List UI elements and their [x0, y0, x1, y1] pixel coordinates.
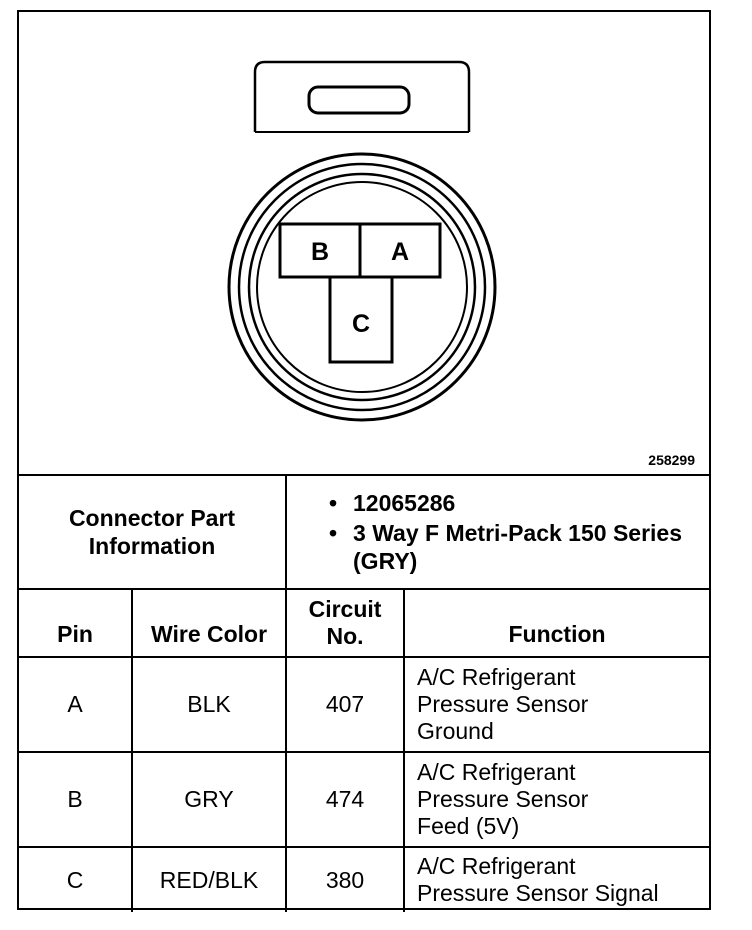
header-circuit: [286, 589, 404, 657]
connector-face-drawing: [19, 12, 709, 474]
latch-housing: [255, 62, 469, 132]
table-row: [19, 752, 709, 847]
header-pin: Pin: [19, 589, 132, 657]
wire-color-cell: RED/BLK: [132, 847, 286, 912]
pin-cell: C: [19, 847, 132, 912]
connector-description: • 3 Way F Metri-Pack 150 Series (GRY): [329, 519, 709, 575]
part-info-row: [19, 476, 709, 589]
function-cell: [404, 847, 709, 912]
pin-label-a: A: [390, 238, 410, 266]
pin-label-b: B: [310, 238, 330, 266]
part-info-label-line1: Connector Part: [68, 505, 236, 531]
header-function: Function: [404, 589, 709, 657]
function-line: Pressure Sensor: [417, 786, 589, 812]
table-row: [19, 657, 709, 752]
connector-sheet: [17, 10, 711, 910]
part-info-label: [19, 476, 286, 589]
connector-table: [19, 476, 709, 912]
latch-tab: [309, 87, 409, 113]
function-line: Pressure Sensor: [417, 691, 589, 717]
function-line: Pressure Sensor Signal: [417, 880, 659, 906]
part-info-values: [286, 476, 709, 589]
function-cell: [404, 752, 709, 847]
header-row: [19, 589, 709, 657]
part-info-list: [329, 489, 709, 575]
part-info-label-line2: Information: [88, 533, 216, 559]
circuit-cell: 380: [286, 847, 404, 912]
header-wire-color: Wire Color: [132, 589, 286, 657]
header-circuit-line2: No.: [326, 623, 364, 649]
figure-id: 258299: [648, 452, 695, 468]
function-cell: [404, 657, 709, 752]
table-row: [19, 847, 709, 912]
pin-cell: A: [19, 657, 132, 752]
function-line: A/C Refrigerant: [417, 664, 576, 690]
connector-diagram: [19, 12, 709, 476]
header-circuit-line1: Circuit: [308, 596, 382, 622]
pin-label-c: C: [351, 310, 371, 338]
function-line: Ground: [417, 718, 494, 744]
function-line: Feed (5V): [417, 813, 520, 839]
circuit-cell: 474: [286, 752, 404, 847]
part-number: • 12065286: [329, 489, 709, 517]
pin-cell: B: [19, 752, 132, 847]
wire-color-cell: BLK: [132, 657, 286, 752]
wire-color-cell: GRY: [132, 752, 286, 847]
function-line: A/C Refrigerant: [417, 759, 576, 785]
function-line: A/C Refrigerant: [417, 853, 576, 879]
circuit-cell: 407: [286, 657, 404, 752]
